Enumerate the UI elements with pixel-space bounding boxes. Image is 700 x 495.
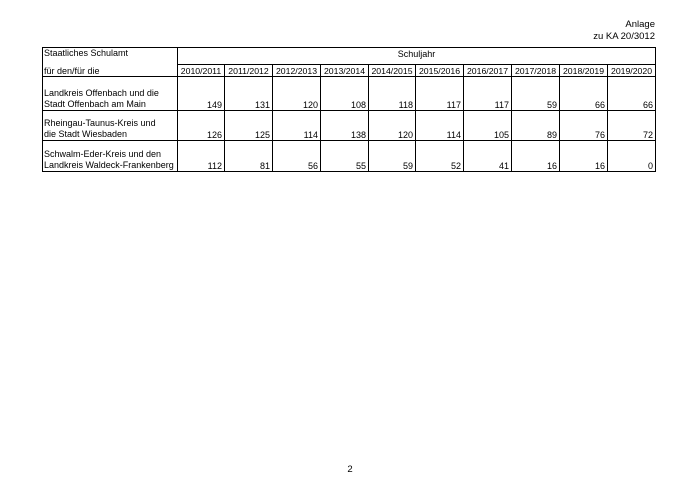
value-cell: 66 [560,77,608,111]
value-cell: 118 [369,77,416,111]
value-cell: 52 [416,141,464,172]
value-cell: 105 [464,111,512,141]
value-cell: 76 [560,111,608,141]
region-cell [43,111,178,141]
value-cell: 120 [369,111,416,141]
value-cell: 56 [273,141,321,172]
value-cell: 81 [225,141,273,172]
annex-title: Anlage [625,19,655,30]
value-cell: 55 [321,141,369,172]
year-header: 2011/2012 [225,65,273,77]
region-cell [43,77,178,111]
table-row [43,141,656,172]
region-name-line: die Stadt Wiesbaden [44,129,128,139]
header-label-school-authority: Staatliches Schulamt [43,48,178,65]
value-cell: 117 [464,77,512,111]
value-cell: 120 [273,77,321,111]
annex-document-reference: zu KA 20/3012 [593,31,655,42]
value-cell: 72 [608,111,656,141]
region-name-line: Rheingau-Taunus-Kreis und [44,118,156,128]
year-header: 2014/2015 [369,65,416,77]
region-name-line: Landkreis Offenbach und die [44,88,159,98]
value-cell: 16 [560,141,608,172]
value-cell: 0 [608,141,656,172]
table-header-row-top [43,48,656,65]
value-cell: 41 [464,141,512,172]
value-cell: 114 [273,111,321,141]
annex-reference [593,19,655,43]
value-cell: 126 [178,111,225,141]
value-cell: 16 [512,141,560,172]
year-header: 2019/2020 [608,65,656,77]
year-header: 2010/2011 [178,65,225,77]
region-cell [43,141,178,172]
school-year-table [42,47,656,172]
year-header: 2017/2018 [512,65,560,77]
year-header: 2013/2014 [321,65,369,77]
year-header: 2016/2017 [464,65,512,77]
page-number: 2 [347,464,353,475]
value-cell: 66 [608,77,656,111]
table-row [43,77,656,111]
value-cell: 138 [321,111,369,141]
value-cell: 117 [416,77,464,111]
region-name-line: Landkreis Waldeck-Frankenberg [44,160,174,170]
value-cell: 89 [512,111,560,141]
value-cell: 112 [178,141,225,172]
value-cell: 59 [369,141,416,172]
region-name-line: Schwalm-Eder-Kreis und den [44,149,162,159]
value-cell: 108 [321,77,369,111]
year-header: 2018/2019 [560,65,608,77]
value-cell: 149 [178,77,225,111]
value-cell: 59 [512,77,560,111]
region-name-line: Stadt Offenbach am Main [44,99,146,109]
value-cell: 125 [225,111,273,141]
table-header-row-years [43,65,656,77]
year-header: 2012/2013 [273,65,321,77]
table-row [43,111,656,141]
value-cell: 114 [416,111,464,141]
value-cell: 131 [225,77,273,111]
year-header: 2015/2016 [416,65,464,77]
header-label-for: für den/für die [43,65,178,77]
header-school-year-group: Schuljahr [178,48,656,65]
